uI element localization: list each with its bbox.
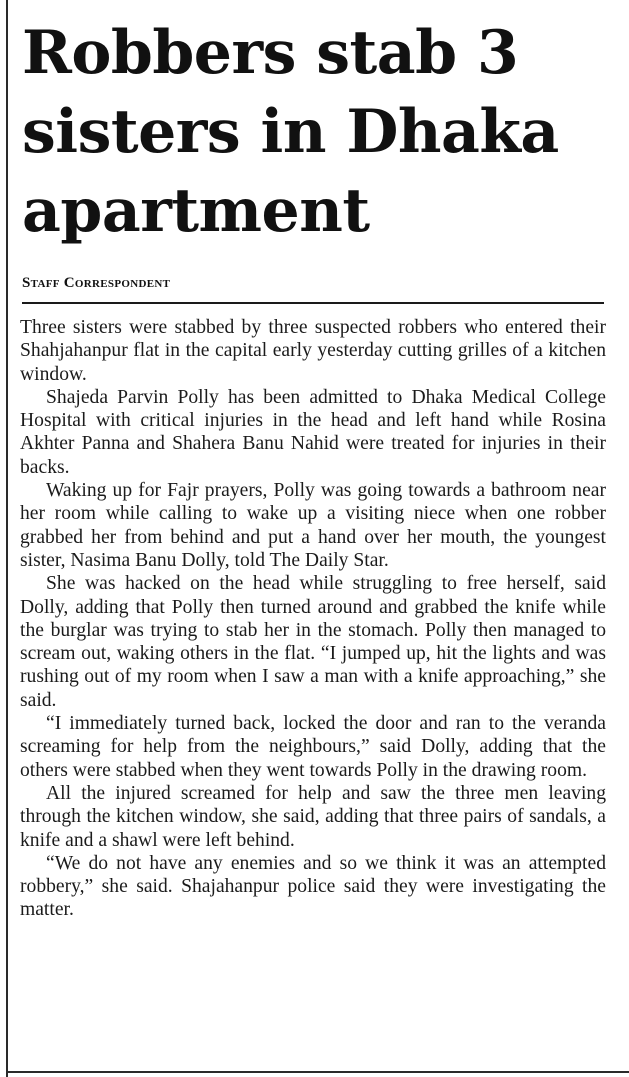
headline: Robbers stab 3 sisters in Dhaka apartment xyxy=(22,18,559,246)
article-body xyxy=(20,316,606,922)
paragraph: “I immediately turned back, locked the door and ran to the veranda screaming for help from the neighbours,” said Dolly, adding that the others were stabbed when they went towards Polly in the drawing room. xyxy=(20,713,606,781)
paragraph: All the injured screamed for help and saw the three men leaving through the kitchen window, she said, adding that three pairs of sandals, a knife and a shawl were left behind. xyxy=(20,782,606,851)
paragraph: She was hacked on the head while struggling to free herself, said Dolly, adding that Polly then turned around and grabbed the knife while the burglar was trying to stab her in the stomach. Polly then managed to scream out, waking others in the flat. “I jumped up, hit the lights and was rushing out of my room when I saw a man with a knife approaching,” she said. xyxy=(20,573,606,711)
byline-divider xyxy=(22,302,604,304)
paragraph: Shajeda Parvin Polly has been admitted to Dhaka Medical College Hospital with critical injuries in the head and left hand while Rosina Akhter Panna and Shahera Banu Nahid were treated for injuries in their backs. xyxy=(20,386,606,478)
paragraph: Waking up for Fajr prayers, Polly was going towards a bathroom near her room while calling to wake up a visiting niece when one robber grabbed her from behind and put a hand over her mouth, the youngest sister, Nasima Banu Dolly, told The Daily Star. xyxy=(20,480,606,571)
column-rule-left xyxy=(6,0,8,1077)
byline: Staff Correspondent xyxy=(22,275,171,291)
column-rule-bottom xyxy=(6,1071,629,1073)
paragraph: Three sisters were stabbed by three suspected robbers who entered their Shahjahanpur flat in the capital early yesterday cutting grilles of a kitchen window. xyxy=(20,317,606,385)
paragraph: “We do not have any enemies and so we think it was an attempted robbery,” she said. Shajahanpur police said they were investigating the matter. xyxy=(20,852,606,921)
